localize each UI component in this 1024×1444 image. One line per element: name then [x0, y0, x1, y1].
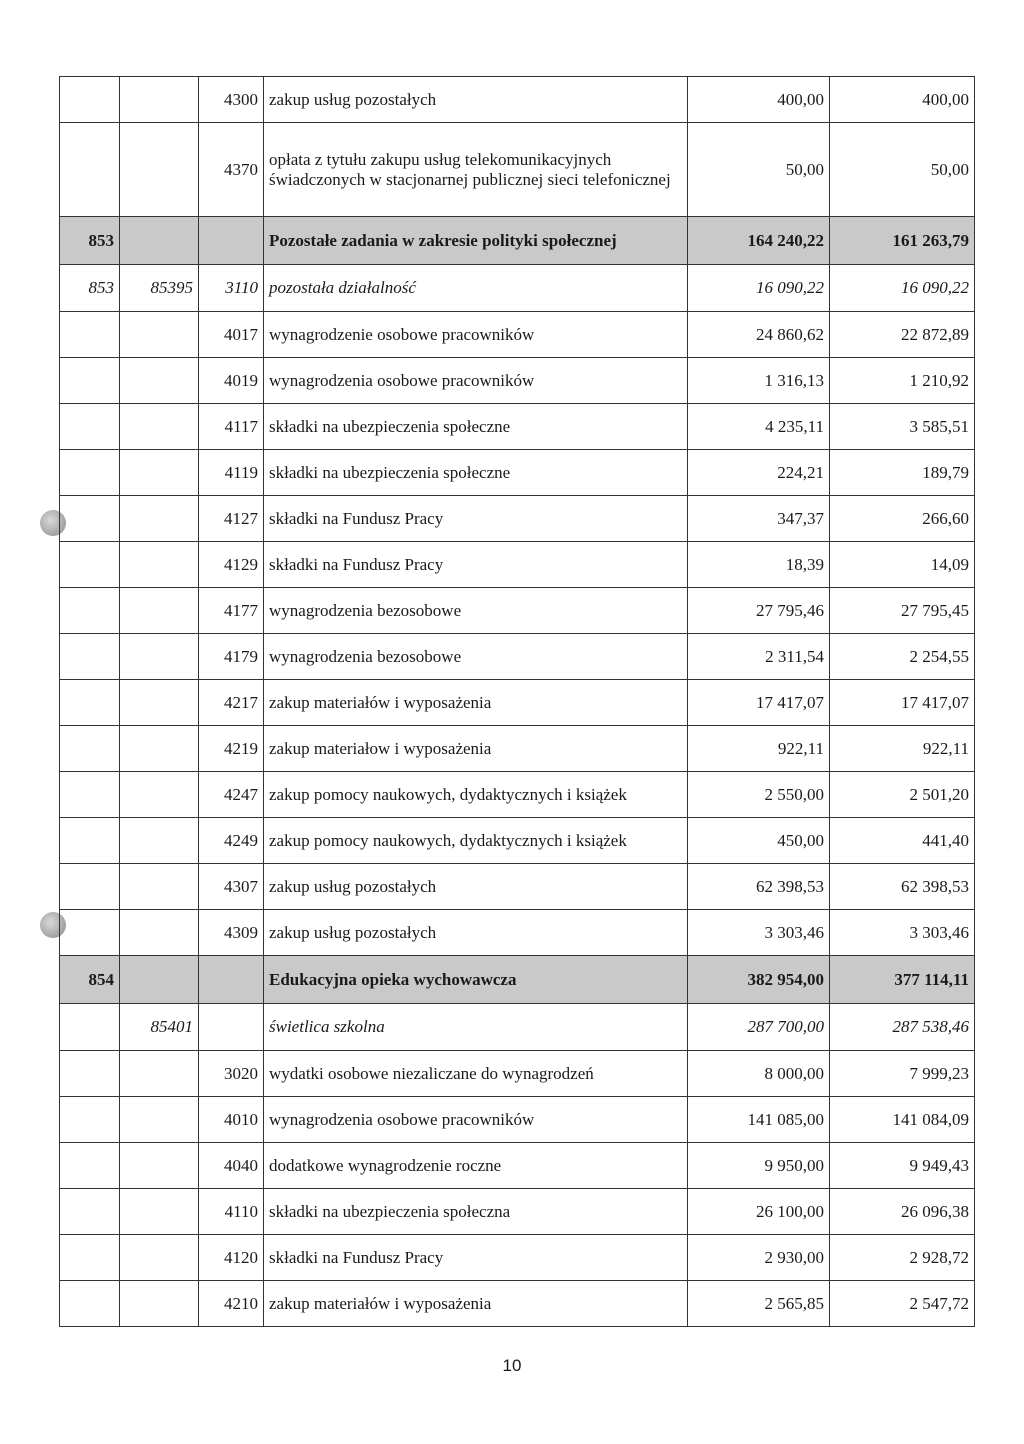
cell-dzial: [60, 404, 120, 450]
cell-plan: 347,37: [688, 496, 830, 542]
table-row: [60, 818, 975, 864]
cell-paragraf: 4017: [199, 312, 264, 358]
table-row: [60, 265, 975, 312]
cell-opis: zakup materiałow i wyposażenia: [264, 726, 688, 772]
budget-table-body: [60, 77, 975, 1327]
cell-plan: 382 954,00: [688, 956, 830, 1004]
cell-wykonanie: 266,60: [830, 496, 975, 542]
cell-dzial: [60, 1051, 120, 1097]
cell-paragraf: 4040: [199, 1143, 264, 1189]
cell-plan: 24 860,62: [688, 312, 830, 358]
cell-wykonanie: 3 585,51: [830, 404, 975, 450]
cell-dzial: [60, 1281, 120, 1327]
cell-rozdzial: [120, 1189, 199, 1235]
cell-paragraf: 4129: [199, 542, 264, 588]
table-row: [60, 1097, 975, 1143]
cell-rozdzial: [120, 1143, 199, 1189]
cell-opis: składki na Fundusz Pracy: [264, 496, 688, 542]
cell-wykonanie: 16 090,22: [830, 265, 975, 312]
cell-dzial: [60, 1143, 120, 1189]
cell-rozdzial: [120, 956, 199, 1004]
cell-plan: 2 550,00: [688, 772, 830, 818]
table-row: [60, 1051, 975, 1097]
cell-plan: 287 700,00: [688, 1004, 830, 1051]
cell-paragraf: 4179: [199, 634, 264, 680]
cell-opis: składki na ubezpieczenia społeczne: [264, 450, 688, 496]
cell-opis: składki na ubezpieczenia społeczna: [264, 1189, 688, 1235]
cell-opis: wynagrodzenie osobowe pracowników: [264, 312, 688, 358]
cell-paragraf: [199, 217, 264, 265]
table-row: [60, 358, 975, 404]
cell-opis: wynagrodzenia bezosobowe: [264, 634, 688, 680]
cell-opis: świetlica szkolna: [264, 1004, 688, 1051]
cell-wykonanie: 441,40: [830, 818, 975, 864]
cell-paragraf: 4249: [199, 818, 264, 864]
cell-plan: 18,39: [688, 542, 830, 588]
cell-plan: 164 240,22: [688, 217, 830, 265]
cell-rozdzial: [120, 680, 199, 726]
cell-paragraf: 4119: [199, 450, 264, 496]
table-row: [60, 123, 975, 217]
cell-dzial: [60, 818, 120, 864]
cell-dzial: [60, 312, 120, 358]
cell-opis: zakup pomocy naukowych, dydaktycznych i książek: [264, 772, 688, 818]
cell-plan: 62 398,53: [688, 864, 830, 910]
cell-wykonanie: 62 398,53: [830, 864, 975, 910]
cell-wykonanie: 7 999,23: [830, 1051, 975, 1097]
cell-rozdzial: 85401: [120, 1004, 199, 1051]
table-row: [60, 1189, 975, 1235]
cell-wykonanie: 17 417,07: [830, 680, 975, 726]
cell-opis: Edukacyjna opieka wychowawcza: [264, 956, 688, 1004]
cell-dzial: [60, 680, 120, 726]
cell-plan: 2 930,00: [688, 1235, 830, 1281]
cell-dzial: 853: [60, 265, 120, 312]
cell-paragraf: 3110: [199, 265, 264, 312]
cell-dzial: [60, 358, 120, 404]
cell-dzial: [60, 1097, 120, 1143]
cell-opis: zakup materiałów i wyposażenia: [264, 1281, 688, 1327]
cell-plan: 2 311,54: [688, 634, 830, 680]
table-row: [60, 1004, 975, 1051]
cell-dzial: [60, 772, 120, 818]
cell-wykonanie: 9 949,43: [830, 1143, 975, 1189]
cell-opis: zakup usług pozostałych: [264, 910, 688, 956]
table-row: [60, 956, 975, 1004]
cell-wykonanie: 50,00: [830, 123, 975, 217]
table-row: [60, 1281, 975, 1327]
cell-wykonanie: 141 084,09: [830, 1097, 975, 1143]
cell-wykonanie: 1 210,92: [830, 358, 975, 404]
cell-wykonanie: 377 114,11: [830, 956, 975, 1004]
cell-wykonanie: 161 263,79: [830, 217, 975, 265]
cell-plan: 400,00: [688, 77, 830, 123]
cell-rozdzial: [120, 217, 199, 265]
cell-opis: Pozostałe zadania w zakresie polityki społecznej: [264, 217, 688, 265]
cell-plan: 50,00: [688, 123, 830, 217]
budget-table: [59, 76, 975, 1327]
cell-plan: 8 000,00: [688, 1051, 830, 1097]
cell-plan: 4 235,11: [688, 404, 830, 450]
cell-paragraf: 4010: [199, 1097, 264, 1143]
cell-rozdzial: [120, 910, 199, 956]
cell-rozdzial: [120, 1235, 199, 1281]
cell-wykonanie: 27 795,45: [830, 588, 975, 634]
table-row: [60, 450, 975, 496]
cell-paragraf: [199, 956, 264, 1004]
cell-opis: składki na ubezpieczenia społeczne: [264, 404, 688, 450]
cell-opis: zakup usług pozostałych: [264, 77, 688, 123]
cell-dzial: [60, 450, 120, 496]
cell-dzial: [60, 77, 120, 123]
table-row: [60, 404, 975, 450]
cell-wykonanie: 26 096,38: [830, 1189, 975, 1235]
cell-paragraf: 4247: [199, 772, 264, 818]
cell-paragraf: 3020: [199, 1051, 264, 1097]
cell-rozdzial: [120, 864, 199, 910]
table-row: [60, 312, 975, 358]
cell-paragraf: 4300: [199, 77, 264, 123]
table-row: [60, 1235, 975, 1281]
table-row: [60, 726, 975, 772]
cell-plan: 16 090,22: [688, 265, 830, 312]
cell-wykonanie: 2 254,55: [830, 634, 975, 680]
cell-paragraf: 4219: [199, 726, 264, 772]
cell-rozdzial: [120, 726, 199, 772]
table-row: [60, 1143, 975, 1189]
cell-rozdzial: [120, 77, 199, 123]
cell-rozdzial: [120, 312, 199, 358]
cell-paragraf: 4127: [199, 496, 264, 542]
cell-rozdzial: 85395: [120, 265, 199, 312]
cell-paragraf: 4370: [199, 123, 264, 217]
cell-plan: 922,11: [688, 726, 830, 772]
cell-wykonanie: 2 547,72: [830, 1281, 975, 1327]
cell-opis: wynagrodzenia osobowe pracowników: [264, 358, 688, 404]
table-row: [60, 542, 975, 588]
cell-plan: 9 950,00: [688, 1143, 830, 1189]
cell-opis: pozostała działalność: [264, 265, 688, 312]
cell-rozdzial: [120, 496, 199, 542]
cell-dzial: [60, 1189, 120, 1235]
cell-rozdzial: [120, 588, 199, 634]
cell-wykonanie: 189,79: [830, 450, 975, 496]
cell-opis: wydatki osobowe niezaliczane do wynagrodzeń: [264, 1051, 688, 1097]
cell-dzial: [60, 123, 120, 217]
cell-rozdzial: [120, 1051, 199, 1097]
cell-paragraf: 4217: [199, 680, 264, 726]
cell-rozdzial: [120, 123, 199, 217]
cell-rozdzial: [120, 358, 199, 404]
cell-opis: wynagrodzenia osobowe pracowników: [264, 1097, 688, 1143]
cell-plan: 26 100,00: [688, 1189, 830, 1235]
cell-plan: 2 565,85: [688, 1281, 830, 1327]
cell-opis: zakup materiałów i wyposażenia: [264, 680, 688, 726]
cell-dzial: [60, 588, 120, 634]
cell-dzial: [60, 864, 120, 910]
cell-paragraf: 4309: [199, 910, 264, 956]
cell-opis: dodatkowe wynagrodzenie roczne: [264, 1143, 688, 1189]
table-row: [60, 217, 975, 265]
cell-dzial: [60, 1235, 120, 1281]
cell-wykonanie: 287 538,46: [830, 1004, 975, 1051]
cell-dzial: 854: [60, 956, 120, 1004]
cell-rozdzial: [120, 634, 199, 680]
cell-wykonanie: 2 501,20: [830, 772, 975, 818]
page-number: 10: [502, 1356, 522, 1375]
cell-paragraf: 4120: [199, 1235, 264, 1281]
cell-wykonanie: 400,00: [830, 77, 975, 123]
cell-dzial: 853: [60, 217, 120, 265]
cell-opis: składki na Fundusz Pracy: [264, 542, 688, 588]
cell-dzial: [60, 496, 120, 542]
cell-paragraf: 4110: [199, 1189, 264, 1235]
cell-opis: opłata z tytułu zakupu usług telekomunikacyjnych świadczonych w stacjonarnej publicznej sieci telefonicznej: [264, 123, 688, 217]
cell-dzial: [60, 1004, 120, 1051]
table-row: [60, 634, 975, 680]
cell-rozdzial: [120, 542, 199, 588]
cell-paragraf: 4307: [199, 864, 264, 910]
table-row: [60, 910, 975, 956]
cell-opis: zakup pomocy naukowych, dydaktycznych i książek: [264, 818, 688, 864]
cell-paragraf: 4019: [199, 358, 264, 404]
cell-rozdzial: [120, 1281, 199, 1327]
cell-rozdzial: [120, 450, 199, 496]
table-row: [60, 496, 975, 542]
cell-plan: 1 316,13: [688, 358, 830, 404]
cell-wykonanie: 3 303,46: [830, 910, 975, 956]
cell-plan: 450,00: [688, 818, 830, 864]
cell-rozdzial: [120, 818, 199, 864]
cell-plan: 17 417,07: [688, 680, 830, 726]
table-row: [60, 77, 975, 123]
cell-plan: 27 795,46: [688, 588, 830, 634]
cell-plan: 141 085,00: [688, 1097, 830, 1143]
table-row: [60, 772, 975, 818]
cell-paragraf: 4117: [199, 404, 264, 450]
cell-wykonanie: 14,09: [830, 542, 975, 588]
cell-opis: składki na Fundusz Pracy: [264, 1235, 688, 1281]
cell-rozdzial: [120, 772, 199, 818]
cell-plan: 3 303,46: [688, 910, 830, 956]
cell-plan: 224,21: [688, 450, 830, 496]
cell-dzial: [60, 634, 120, 680]
cell-wykonanie: 2 928,72: [830, 1235, 975, 1281]
cell-paragraf: 4210: [199, 1281, 264, 1327]
cell-rozdzial: [120, 1097, 199, 1143]
cell-paragraf: 4177: [199, 588, 264, 634]
cell-paragraf: [199, 1004, 264, 1051]
cell-dzial: [60, 910, 120, 956]
table-row: [60, 864, 975, 910]
cell-rozdzial: [120, 404, 199, 450]
cell-wykonanie: 22 872,89: [830, 312, 975, 358]
cell-dzial: [60, 726, 120, 772]
cell-wykonanie: 922,11: [830, 726, 975, 772]
cell-opis: zakup usług pozostałych: [264, 864, 688, 910]
cell-dzial: [60, 542, 120, 588]
cell-opis: wynagrodzenia bezosobowe: [264, 588, 688, 634]
table-row: [60, 680, 975, 726]
table-row: [60, 588, 975, 634]
